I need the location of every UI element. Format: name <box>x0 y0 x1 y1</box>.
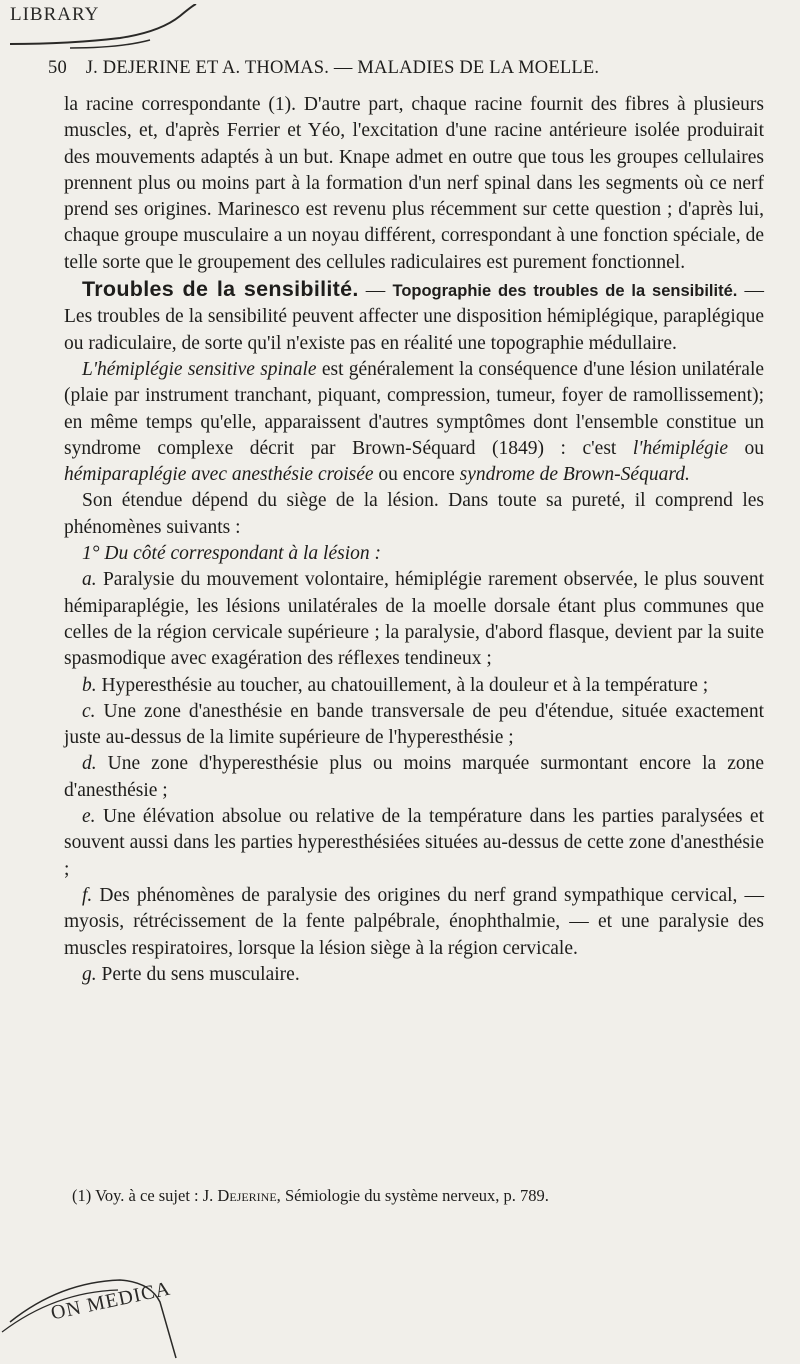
page-number: 50 <box>48 58 67 78</box>
item-text: Une zone d'anesthésie en bande transversale de peu d'étendue, située exactement juste au-dessus de la limite supérieure de l'hyperesthésie ; <box>64 700 765 749</box>
paragraph-5 <box>64 541 764 567</box>
item-label: f. <box>82 884 93 906</box>
item-text: Des phénomènes de paralysie des origines du nerf grand sympathique cervical, — myosis, rétrécissement de la fente palpébrale, énophthalmie, — et une paralysie des muscles respiratoires, lorsque la lésion siège à la région cervicale. <box>64 884 764 959</box>
section-title: Troubles de la sensibilité. <box>82 277 359 302</box>
list-item-e <box>64 804 764 883</box>
footnote-marker: (1) <box>72 1186 92 1205</box>
paragraph-2: Troubles de la sensibilité. — Topographie des troubles de la sensibilité. — Les troubles de la sensibilité peuvent affecter une disposition hémiplégique, paraplégique ou radiculaire, de sorte qu'il n'existe pas en réalité une topographie médullaire. <box>64 277 765 354</box>
footnote-author: J. Dejerine, <box>202 1186 281 1205</box>
paragraph-3-lead: L'hémiplégie sensitive spinale <box>82 358 317 380</box>
item-text: Perte du sens musculaire. <box>101 963 300 985</box>
conj-ou: ou <box>744 437 765 459</box>
library-stamp <box>10 4 99 26</box>
list-item-a <box>64 567 764 672</box>
paragraph-3-text: est généralement la conséquence d'une lésion unilatérale (plaie par instrument tranchant, piquant, compression, tumeur, foyer de ramollissement); en même temps qu'elle, apparaissent d'autres symptômes dont l'ensemble constitue un syndrome complexe décrit par Brown-Séquard (1849) : c'est <box>64 358 765 459</box>
paragraph-4: Son étendue dépend du siège de la lésion. Dans toute sa pureté, il comprend les phénomènes suivants : <box>64 490 764 538</box>
medical-stamp <box>0 1262 180 1360</box>
item-label: e. <box>82 806 96 828</box>
footnote-reference: Sémiologie du système nerveux, p. 789. <box>284 1186 549 1205</box>
conj-ou-encore: ou encore <box>378 464 455 486</box>
paragraph-1: la racine correspondante (1). D'autre part, chaque racine fournit des fibres à plusieurs muscles, et, d'après Ferrier et Yéo, l'excitation d'une racine antérieure isolée produirait des mouvements adaptés à un but. Knape admet en outre que tous les groupes cellulaires prennent plus ou moins part à la formation d'un nerf spinal dans les segments où ce nerf prend ses origines. Marinesco est revenu plus récemment sur cette question ; d'après lui, chaque groupe musculaire a un noyau différent, correspondant à une fonction spéciale, de telle sorte que le groupement des cellules radiculaires est purement fonctionnel. <box>64 94 764 273</box>
list-item-f <box>64 883 764 962</box>
paragraph-2-text: — Les troubles de la sensibilité peuvent affecter une disposition hémiplégique, paraplégique ou radiculaire, de sorte qu'il n'existe pas en réalité une topographie médullaire. <box>64 280 765 354</box>
item-text: Une zone d'hyperesthésie plus ou moins marquée surmontant encore la zone d'anesthésie ; <box>64 753 765 801</box>
library-stamp-text: LIBRARY <box>10 4 100 25</box>
item-label: b. <box>82 674 97 696</box>
footnote-pre: Voy. à ce sujet : <box>95 1186 199 1205</box>
subsection-title: Topographie des troubles de la sensibilité. <box>392 282 738 301</box>
item-label: c. <box>82 700 96 722</box>
running-title: J. DEJERINE ET A. THOMAS. — MALADIES DE LA MOELLE. <box>85 58 600 78</box>
item-label: d. <box>82 753 97 775</box>
footnote <box>72 1186 762 1206</box>
list-item-d <box>64 751 764 804</box>
medical-stamp-text: ON MEDICA <box>48 1277 173 1325</box>
term-brown-sequard: syndrome de Brown-Séquard. <box>459 464 690 486</box>
list-item-b <box>64 673 764 699</box>
term-hemiplegie: l'hémiplégie <box>632 437 728 459</box>
item-text: Hyperesthésie au toucher, au chatouillement, à la douleur et à la température ; <box>101 674 709 696</box>
term-hemiparaplegie: hémiparaplégie avec anesthésie croisée <box>64 464 374 486</box>
list-item-g <box>64 962 764 988</box>
item-label: a. <box>82 569 97 591</box>
paragraph-3 <box>64 357 764 488</box>
item-text: Une élévation absolue ou relative de la température dans les parties paralysées et souvent aussi dans les parties hyperesthésiées situées au-dessus de cette zone d'anesthésie ; <box>64 806 764 880</box>
running-header <box>48 58 748 79</box>
item-text: Paralysie du mouvement volontaire, hémiplégie rarement observée, le plus souvent hémiparaplégie, les lésions unilatérales de la moelle dorsale étant plus communes que celles de la région cervicale supérieure ; la paralysie, d'abord flasque, devient par la suite spasmodique avec exagération des réflexes tendineux ; <box>64 569 765 670</box>
stamp-curve <box>10 4 250 64</box>
page-body <box>64 92 764 988</box>
side-heading: 1° Du côté correspondant à la lésion : <box>82 543 381 565</box>
list-item-c <box>64 699 764 752</box>
item-label: g. <box>82 963 97 985</box>
